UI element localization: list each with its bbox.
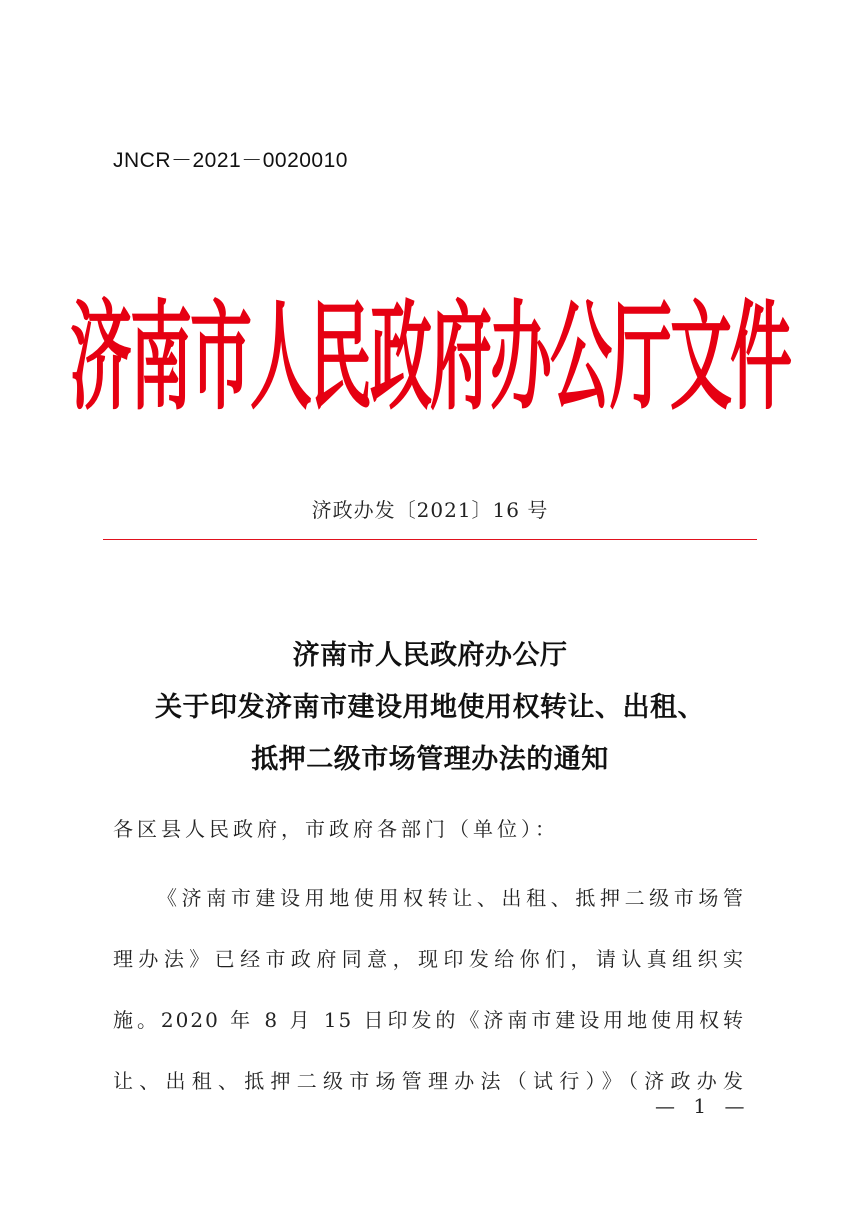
red-divider-line: [103, 539, 757, 540]
document-id: JNCR－2021－0020010: [113, 149, 348, 172]
title-line-1: 济南市人民政府办公厅: [292, 640, 568, 671]
notice-title: [0, 630, 860, 786]
body-line-3: 施。2020 年 8 月 15 日印发的《济南市建设用地使用权转: [113, 1008, 745, 1032]
salutation: 各区县人民政府，市政府各部门（单位）：: [113, 817, 559, 841]
title-line-3: 抵押二级市场管理办法的通知: [251, 744, 609, 775]
title-line-2: 关于印发济南市建设用地使用权转让、出租、: [155, 692, 705, 723]
masthead-banner: [70, 272, 791, 426]
body-line-2: 理办法》已经市政府同意，现印发给你们，请认真组织实: [113, 947, 745, 971]
page-number: — 1 —: [655, 1094, 751, 1118]
body-line-1: 《济南市建设用地使用权转让、出租、抵押二级市场管: [157, 886, 745, 910]
masthead-title: 济南市人民政府办公厅文件: [70, 287, 791, 426]
body-line-4: 让、出租、抵押二级市场管理办法（试行）》（济政办发: [113, 1069, 745, 1093]
document-number: 济政办发〔2021〕16 号: [311, 498, 549, 522]
body-paragraph: [113, 868, 745, 1112]
